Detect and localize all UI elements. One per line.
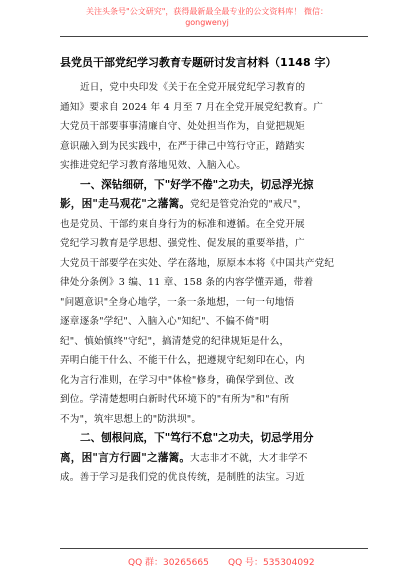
body-line: 纪"、慎始慎终"守纪"，搞清楚党的纪律规矩是什么， bbox=[60, 335, 290, 347]
body-line: 不为"，筑牢思想上的"防洪坝"。 bbox=[60, 413, 202, 425]
body-line: 到位。学清楚想明白新时代环境下的"有所为"和"有所 bbox=[60, 394, 290, 405]
header-divider bbox=[60, 36, 368, 37]
body-line bbox=[60, 449, 370, 469]
paragraph-text: 党纪是管党治党的"戒尺"， bbox=[190, 199, 308, 210]
body-line: 弄明白能干什么、不能干什么，把遵规守纪刻印在心，内 bbox=[60, 355, 305, 366]
footer-bar bbox=[60, 548, 368, 571]
body-line: 逐章逐条"学纪"、入脑入心"知纪"、不偏不倚"明 bbox=[60, 316, 270, 327]
body-line: 律处分条例》3 编、11 章、158 条的内容学懂弄通，带着 bbox=[60, 277, 314, 288]
banner-line-1: 关注头条号"公文研究"，获得最新最全最专业的公文资料库！ 微信：gongwenyj bbox=[86, 7, 328, 27]
document-title: 县党员干部党纪学习教育专题研讨发言材料（1148 字） bbox=[60, 56, 337, 69]
document-body bbox=[60, 78, 370, 488]
body-line: 意识融入到为民实践中，在严于律己中笃行守正，踏踏实 bbox=[60, 140, 305, 152]
body-line: 成。善于学习是我们党的优良传统，是制胜的法宝。习近 bbox=[60, 472, 305, 483]
body-line: 实推进党纪学习教育落地见效、入脑入心。 bbox=[60, 160, 247, 171]
section-heading-end: 离，困"言方行圆"之藩篱。 bbox=[60, 451, 191, 464]
body-line: 大党员干部要事事清廉自守、处处担当作为，自觉把规矩 bbox=[60, 121, 305, 132]
paragraph-text: 大志非才不就，大才非学不 bbox=[190, 452, 308, 464]
section-heading: 一、深钻细研，下"好学不倦"之功夫，切忌浮光掠 bbox=[80, 178, 314, 191]
body-line: 也是党员、干部约束自身行为的标准和遵循。在全党开展 bbox=[60, 218, 305, 230]
footer-qq-group: QQ 群：30265665 bbox=[128, 558, 209, 568]
body-line: 通知》要求自 2024 年 4 月至 7 月在全党开展党纪教育。广 bbox=[60, 101, 323, 113]
footer-qq-number: QQ 号：535304092 bbox=[228, 558, 315, 568]
body-line: 近日，党中央印发《关于在全党开展党纪学习教育的 bbox=[80, 82, 306, 93]
body-line: 大党员干部要学在实处、学在落地，原原本本将《中国共产党纪 bbox=[60, 257, 335, 269]
body-line: "问题意识"全身心地学，一条一条地想，一句一句地悟 bbox=[60, 296, 295, 308]
header-banner bbox=[82, 6, 332, 28]
body-line: 化为言行准则，在学习中"体检"修身，确保学到位、改 bbox=[60, 374, 295, 386]
section-heading: 二、刨根问底，下"笃行不怠"之功夫，切忌学用分 bbox=[80, 432, 314, 444]
body-line: 党纪学习教育是学思想、强党性、促发展的重要举措，广 bbox=[60, 238, 305, 249]
body-line bbox=[60, 195, 370, 215]
section-heading-end: 影，困"走马观花"之藩篱。 bbox=[60, 198, 191, 210]
